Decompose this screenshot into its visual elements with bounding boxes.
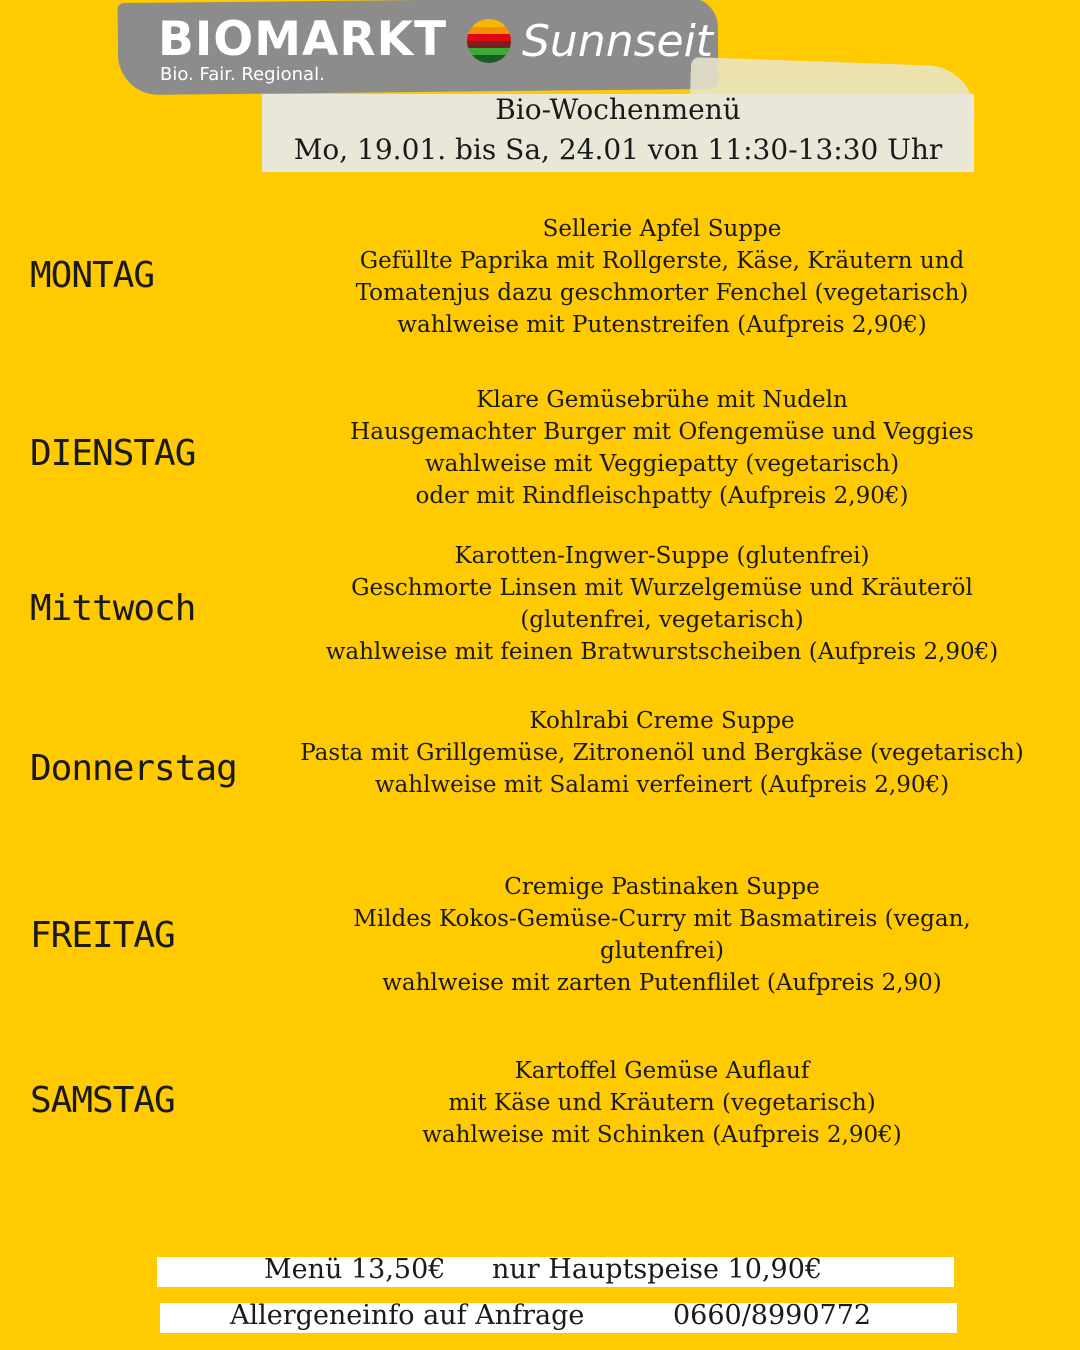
menu-line: Sellerie Apfel Suppe [542, 216, 782, 242]
menu-line: Cremige Pastinaken Suppe [504, 874, 820, 900]
day-label-freitag: FREITAG [30, 915, 175, 956]
menu-line: Pasta mit Grillgemüse, Zitronenöl und Bergkäse (vegetarisch) [300, 740, 1024, 766]
menu-samstag [262, 1055, 1062, 1151]
page-title: Bio-Wochenmenü [495, 93, 741, 126]
menu-dienstag [262, 384, 1062, 512]
menu-line: wahlweise mit Putenstreifen (Aufpreis 2,90€) [397, 312, 927, 338]
menu-freitag [262, 871, 1062, 999]
day-label-donnerstag: Donnerstag [30, 748, 237, 789]
menu-line: Mildes Kokos-Gemüse-Curry mit Basmatireis (vegan, [353, 906, 971, 932]
menu-line: oder mit Rindfleischpatty (Aufpreis 2,90€) [415, 483, 909, 509]
day-label-dienstag: DIENSTAG [30, 433, 196, 474]
day-label-samstag: SAMSTAG [30, 1080, 175, 1121]
menu-line: Hausgemachter Burger mit Ofengemüse und Veggies [350, 419, 974, 445]
brand-name: BIOMARKT [158, 12, 448, 67]
day-label-mittwoch: Mittwoch [30, 588, 196, 629]
menu-mittwoch [262, 540, 1062, 668]
menu-line: Karotten-Ingwer-Suppe (glutenfrei) [454, 543, 870, 569]
menu-line: wahlweise mit feinen Bratwurstscheiben (Aufpreis 2,90€) [325, 639, 999, 665]
date-range: Mo, 19.01. bis Sa, 24.01 von 11:30-13:30 Uhr [293, 133, 943, 166]
menu-line: mit Käse und Kräutern (vegetarisch) [448, 1090, 876, 1116]
menu-line: glutenfrei) [599, 938, 724, 964]
striped-sun-icon [462, 18, 516, 64]
brand-tagline: Bio. Fair. Regional. [160, 64, 325, 85]
price-menu: Menü 13,50€ [264, 1254, 446, 1285]
menu-line: Tomatenjus dazu geschmorter Fenchel (vegetarisch) [355, 280, 969, 306]
day-label-montag: MONTAG [30, 255, 155, 296]
menu-line: wahlweise mit Veggiepatty (vegetarisch) [424, 451, 900, 477]
brand-script: Sunnseit [522, 16, 714, 67]
menu-donnerstag [262, 705, 1062, 801]
phone-number: 0660/8990772 [673, 1300, 872, 1331]
menu-line: Geschmorte Linsen mit Wurzelgemüse und Kräuteröl [351, 575, 973, 601]
menu-montag [262, 213, 1062, 341]
menu-line: wahlweise mit Schinken (Aufpreis 2,90€) [422, 1122, 902, 1148]
menu-line: (glutenfrei, vegetarisch) [520, 607, 804, 633]
menu-line: Kartoffel Gemüse Auflauf [514, 1058, 810, 1084]
menu-line: Klare Gemüsebrühe mit Nudeln [476, 387, 848, 413]
menu-line: Gefüllte Paprika mit Rollgerste, Käse, Kräutern und [359, 248, 965, 274]
menu-line: wahlweise mit zarten Putenflilet (Aufpreis 2,90) [382, 970, 942, 996]
allergen-info: Allergeneinfo auf Anfrage [230, 1300, 585, 1331]
menu-line: wahlweise mit Salami verfeinert (Aufpreis 2,90€) [374, 772, 950, 798]
price-main-course: nur Hauptspeise 10,90€ [492, 1254, 823, 1285]
menu-line: Kohlrabi Creme Suppe [529, 708, 795, 734]
